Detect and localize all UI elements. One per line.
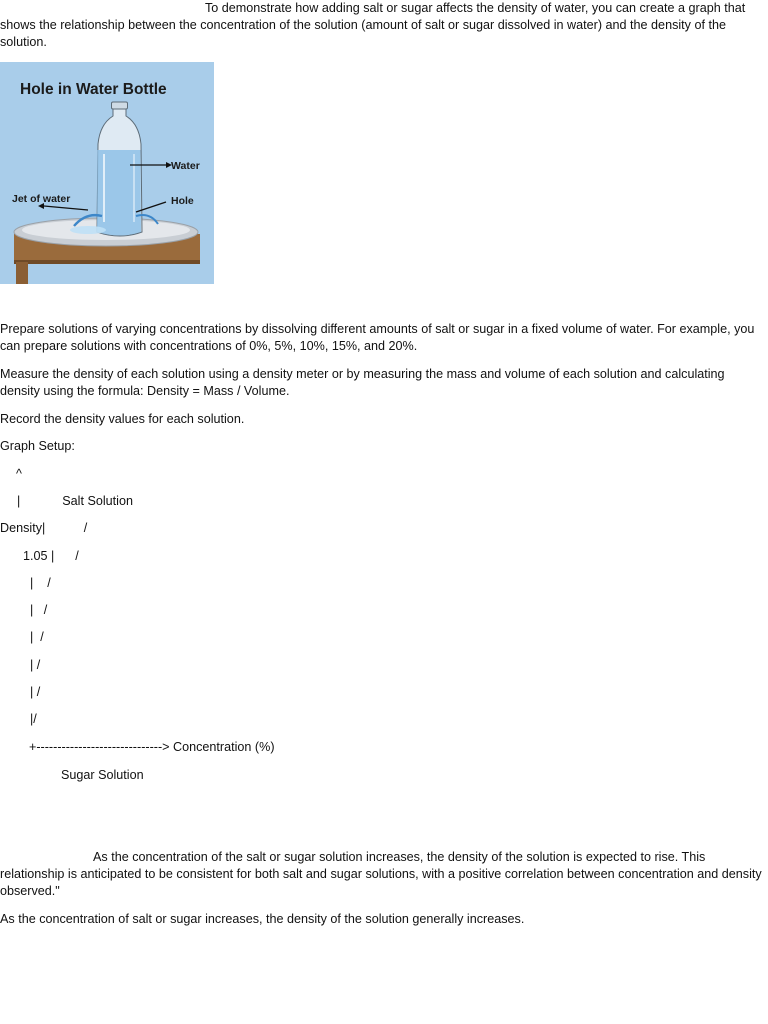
- water-bottle-illustration: [0, 62, 214, 284]
- ascii-salt-line: | Salt Solution: [17, 494, 133, 508]
- ascii-sugar-line: Sugar Solution: [61, 768, 144, 782]
- conclusion-paragraph: As the concentration of the salt or sugar solution increases, the density of the solution is expected to rise. This relationship is anticipated to be consistent for both salt and sugar solutions, with a positive correlation between concentration and density observed.": [0, 850, 762, 898]
- figure-title: Hole in Water Bottle: [20, 81, 167, 98]
- bottle-cap: [112, 102, 128, 109]
- ascii-x-axis: +------------------------------> Concentration (%): [29, 740, 275, 754]
- graph-setup-heading: Graph Setup:: [0, 439, 75, 453]
- intro-paragraph: To demonstrate how adding salt or sugar affects the density of water, you can create a graph that shows the relationship between the concentration of the solution (amount of salt or sugar dissolved in water) and the density of the solution.: [0, 1, 746, 49]
- summary-paragraph: As the concentration of salt or sugar increases, the density of the solution generally increases.: [0, 912, 525, 926]
- label-jet: Jet of water: [12, 193, 71, 205]
- ascii-arrow: ^: [16, 467, 22, 481]
- ascii-slope-3: | /: [30, 630, 44, 644]
- ascii-slope-1: | /: [30, 576, 51, 590]
- ascii-slope-6: |/: [30, 712, 37, 726]
- ascii-slope-2: | /: [30, 603, 48, 617]
- table-leg: [16, 262, 28, 284]
- step-1-paragraph: Prepare solutions of varying concentrations by dissolving different amounts of salt or sugar in a fixed volume of water. For example, you can prepare solutions with concentrations of 0%, 5%, 10%, 15%, and 20%.: [0, 322, 755, 353]
- step-2-paragraph: Measure the density of each solution using a density meter or by measuring the mass and volume of each solution and calculating density using the formula: Density = Mass / Volume.: [0, 367, 725, 398]
- ascii-slope-4: | /: [30, 658, 41, 672]
- ascii-slope-5: | /: [30, 685, 41, 699]
- step-3-paragraph: Record the density values for each solution.: [0, 412, 245, 426]
- ascii-density-line: Density| /: [0, 521, 88, 535]
- label-hole: Hole: [171, 195, 194, 207]
- label-water: Water: [171, 160, 200, 172]
- ascii-1.05-line: 1.05 | /: [23, 549, 79, 563]
